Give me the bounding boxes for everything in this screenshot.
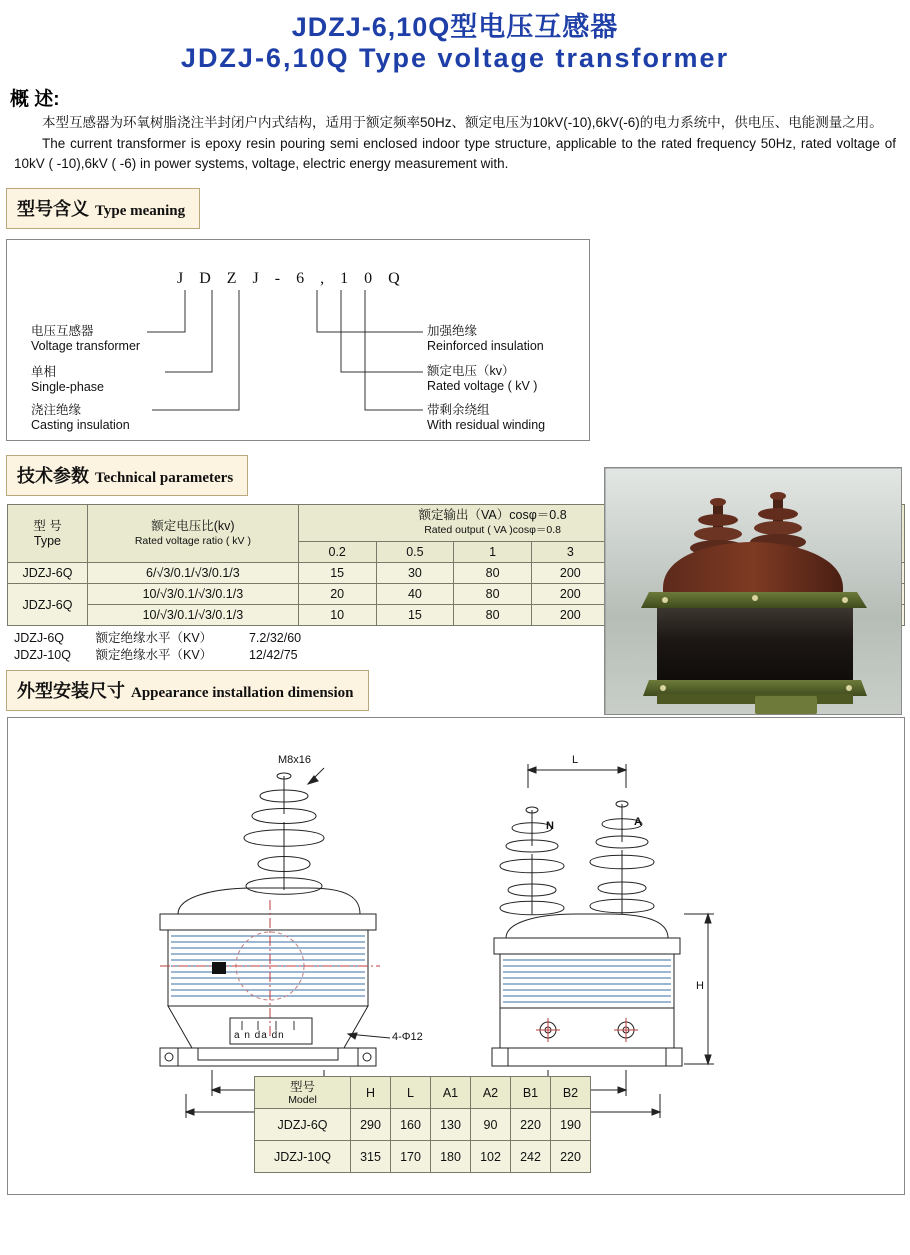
dimension-drawing (7, 717, 905, 1195)
cell-out-0: 20 (298, 584, 376, 605)
dimension-table-row (255, 1109, 591, 1141)
product-photo (604, 467, 902, 715)
dimension-drawing-wrap (0, 717, 910, 1195)
type-label-rated-voltage-en: Rated voltage ( kV ) (427, 379, 538, 393)
phase-label-a: A (634, 816, 642, 828)
dim-cell-h: 290 (351, 1109, 391, 1141)
product-photo-illustration (605, 468, 902, 715)
cell-ratio: 10/√3/0.1/√3/0.1/3 (87, 584, 298, 605)
dim-cell-model: JDZJ-6Q (255, 1109, 351, 1141)
type-meaning-heading-wrap (0, 188, 910, 229)
cell-type: JDZJ-6Q (8, 584, 88, 626)
title-line-cn: JDZJ-6,10Q型电压互感器 (291, 12, 619, 42)
overview-text-cn: 本型互感器为环氧树脂浇注半封闭户内式结构，适用于额定频率50Hz、额定电压为10kV(-10),6kV(-6)的电力系统中，供电压、电能测量之用。 (42, 115, 883, 130)
dim-header-l: L (391, 1077, 431, 1109)
type-label-single-phase-cn: 单相 (31, 365, 57, 379)
dim-label-l: L (572, 754, 579, 766)
type-label-residual-winding-cn: 带剩余绕组 (427, 403, 490, 417)
insulation-value: 12/42/75 (248, 648, 298, 662)
header-type (8, 505, 88, 563)
type-label-voltage-transformer-cn: 电压互感器 (31, 324, 94, 338)
type-label-reinforced-insulation-en: Reinforced insulation (427, 339, 544, 353)
cell-out-3: 200 (531, 563, 609, 584)
overview-section (0, 84, 910, 174)
dim-cell-l: 160 (391, 1109, 431, 1141)
section-heading-dimension (6, 670, 369, 711)
dimension-table-header-row (255, 1077, 591, 1109)
type-label-reinforced-insulation-cn: 加强绝缘 (427, 324, 478, 338)
dim-header-h: H (351, 1077, 391, 1109)
cell-out-2: 80 (454, 605, 532, 626)
header-rated-output-cn: 额定输出（VA）cosφ＝0.8 (418, 508, 567, 522)
dim-cell-b2: 220 (551, 1141, 591, 1173)
header-ratio-en: Rated voltage ratio ( kV ) (134, 534, 251, 547)
dim-header-b2: B2 (551, 1077, 591, 1109)
cell-out-1: 15 (376, 605, 454, 626)
header-class-3: 3 (531, 542, 609, 563)
dim-cell-a1: 180 (431, 1141, 471, 1173)
dim-cell-l: 170 (391, 1141, 431, 1173)
dim-cell-b2: 190 (551, 1109, 591, 1141)
phase-label-n: N (546, 820, 554, 832)
callout-hole-label: 4-Φ12 (392, 1031, 423, 1043)
type-label-single-phase-en: Single-phase (31, 380, 104, 394)
type-meaning-leader-lines (7, 240, 591, 442)
callout-bolt-label: M8x16 (278, 754, 312, 766)
header-rated-output-en: Rated output ( VA )cosφ＝0.8 (424, 524, 561, 536)
overview-text-en: The current transformer is epoxy resin pouring semi enclosed indoor type structure, applicable to the rated frequency 50Hz, rated voltage of 10kV ( -10),6kV ( -6) in power systems, voltage, electric energy measurement with. (14, 136, 896, 171)
dimension-table (254, 1076, 591, 1173)
cell-out-1: 40 (376, 584, 454, 605)
dim-cell-a2: 90 (471, 1109, 511, 1141)
header-class-1: 0.5 (376, 542, 454, 563)
dim-cell-a1: 130 (431, 1109, 471, 1141)
dim-header-b1: B1 (511, 1077, 551, 1109)
dim-header-model (255, 1077, 351, 1109)
section-heading-dimension-cn: 外型安装尺寸 (17, 681, 125, 701)
header-class-0: 0.2 (298, 542, 376, 563)
header-type-cn: 型 号 (33, 518, 62, 533)
header-class-2: 1 (454, 542, 532, 563)
cell-out-0: 10 (298, 605, 376, 626)
section-heading-technical (6, 455, 248, 496)
insulation-model: JDZJ-10Q (14, 648, 71, 662)
type-label-casting-insulation-cn: 浇注绝缘 (31, 403, 82, 417)
cell-out-1: 30 (376, 563, 454, 584)
header-type-en: Type (33, 533, 62, 548)
dimension-table-row (255, 1141, 591, 1173)
cell-out-2: 80 (454, 584, 532, 605)
type-label-residual-winding-en: With residual winding (427, 418, 546, 432)
section-heading-type-meaning-en: Type meaning (95, 203, 186, 219)
cell-out-3: 200 (531, 605, 609, 626)
dim-header-model-en: Model (288, 1093, 317, 1106)
section-heading-technical-en: Technical parameters (95, 470, 234, 486)
insulation-label: 额定绝缘水平（KV） (95, 631, 213, 645)
insulation-value: 7.2/32/60 (248, 631, 302, 645)
type-label-casting-insulation-en: Casting insulation (31, 418, 130, 432)
cell-out-3: 200 (531, 584, 609, 605)
section-heading-technical-cn: 技术参数 (17, 466, 89, 486)
type-meaning-diagram (6, 239, 590, 441)
cell-ratio: 10/√3/0.1/√3/0.1/3 (87, 605, 298, 626)
header-ratio-cn: 额定电压比(kv) (151, 518, 235, 533)
title-line-en: JDZJ-6,10Q Type voltage transformer (180, 43, 730, 73)
dim-cell-b1: 220 (511, 1109, 551, 1141)
section-heading-type-meaning (6, 188, 200, 229)
dim-cell-h: 315 (351, 1141, 391, 1173)
type-label-voltage-transformer-en: Voltage transformer (31, 339, 141, 353)
type-code: J D Z J - 6 , 1 0 Q (177, 270, 406, 287)
cell-ratio: 6/√3/0.1/√3/0.1/3 (87, 563, 298, 584)
cell-out-2: 80 (454, 563, 532, 584)
dim-header-a2: A2 (471, 1077, 511, 1109)
insulation-label: 额定绝缘水平（KV） (95, 648, 213, 662)
section-heading-dimension-en: Appearance installation dimension (131, 685, 354, 701)
page-title (0, 0, 910, 74)
dim-header-model-cn: 型号 (289, 1079, 315, 1094)
dim-cell-a2: 102 (471, 1141, 511, 1173)
cell-out-0: 15 (298, 563, 376, 584)
dim-cell-model: JDZJ-10Q (255, 1141, 351, 1173)
insulation-model: JDZJ-6Q (14, 631, 64, 645)
header-ratio (87, 505, 298, 563)
dim-label-h: H (696, 980, 704, 992)
type-label-rated-voltage-cn: 额定电压（kv） (427, 364, 515, 378)
overview-heading: 概 述: (10, 89, 60, 110)
dim-header-a1: A1 (431, 1077, 471, 1109)
cell-type: JDZJ-6Q (8, 563, 88, 584)
terminal-labels: a n da dn (234, 1030, 285, 1041)
dim-cell-b1: 242 (511, 1141, 551, 1173)
type-meaning-block (0, 239, 910, 441)
section-heading-type-meaning-cn: 型号含义 (17, 199, 89, 219)
